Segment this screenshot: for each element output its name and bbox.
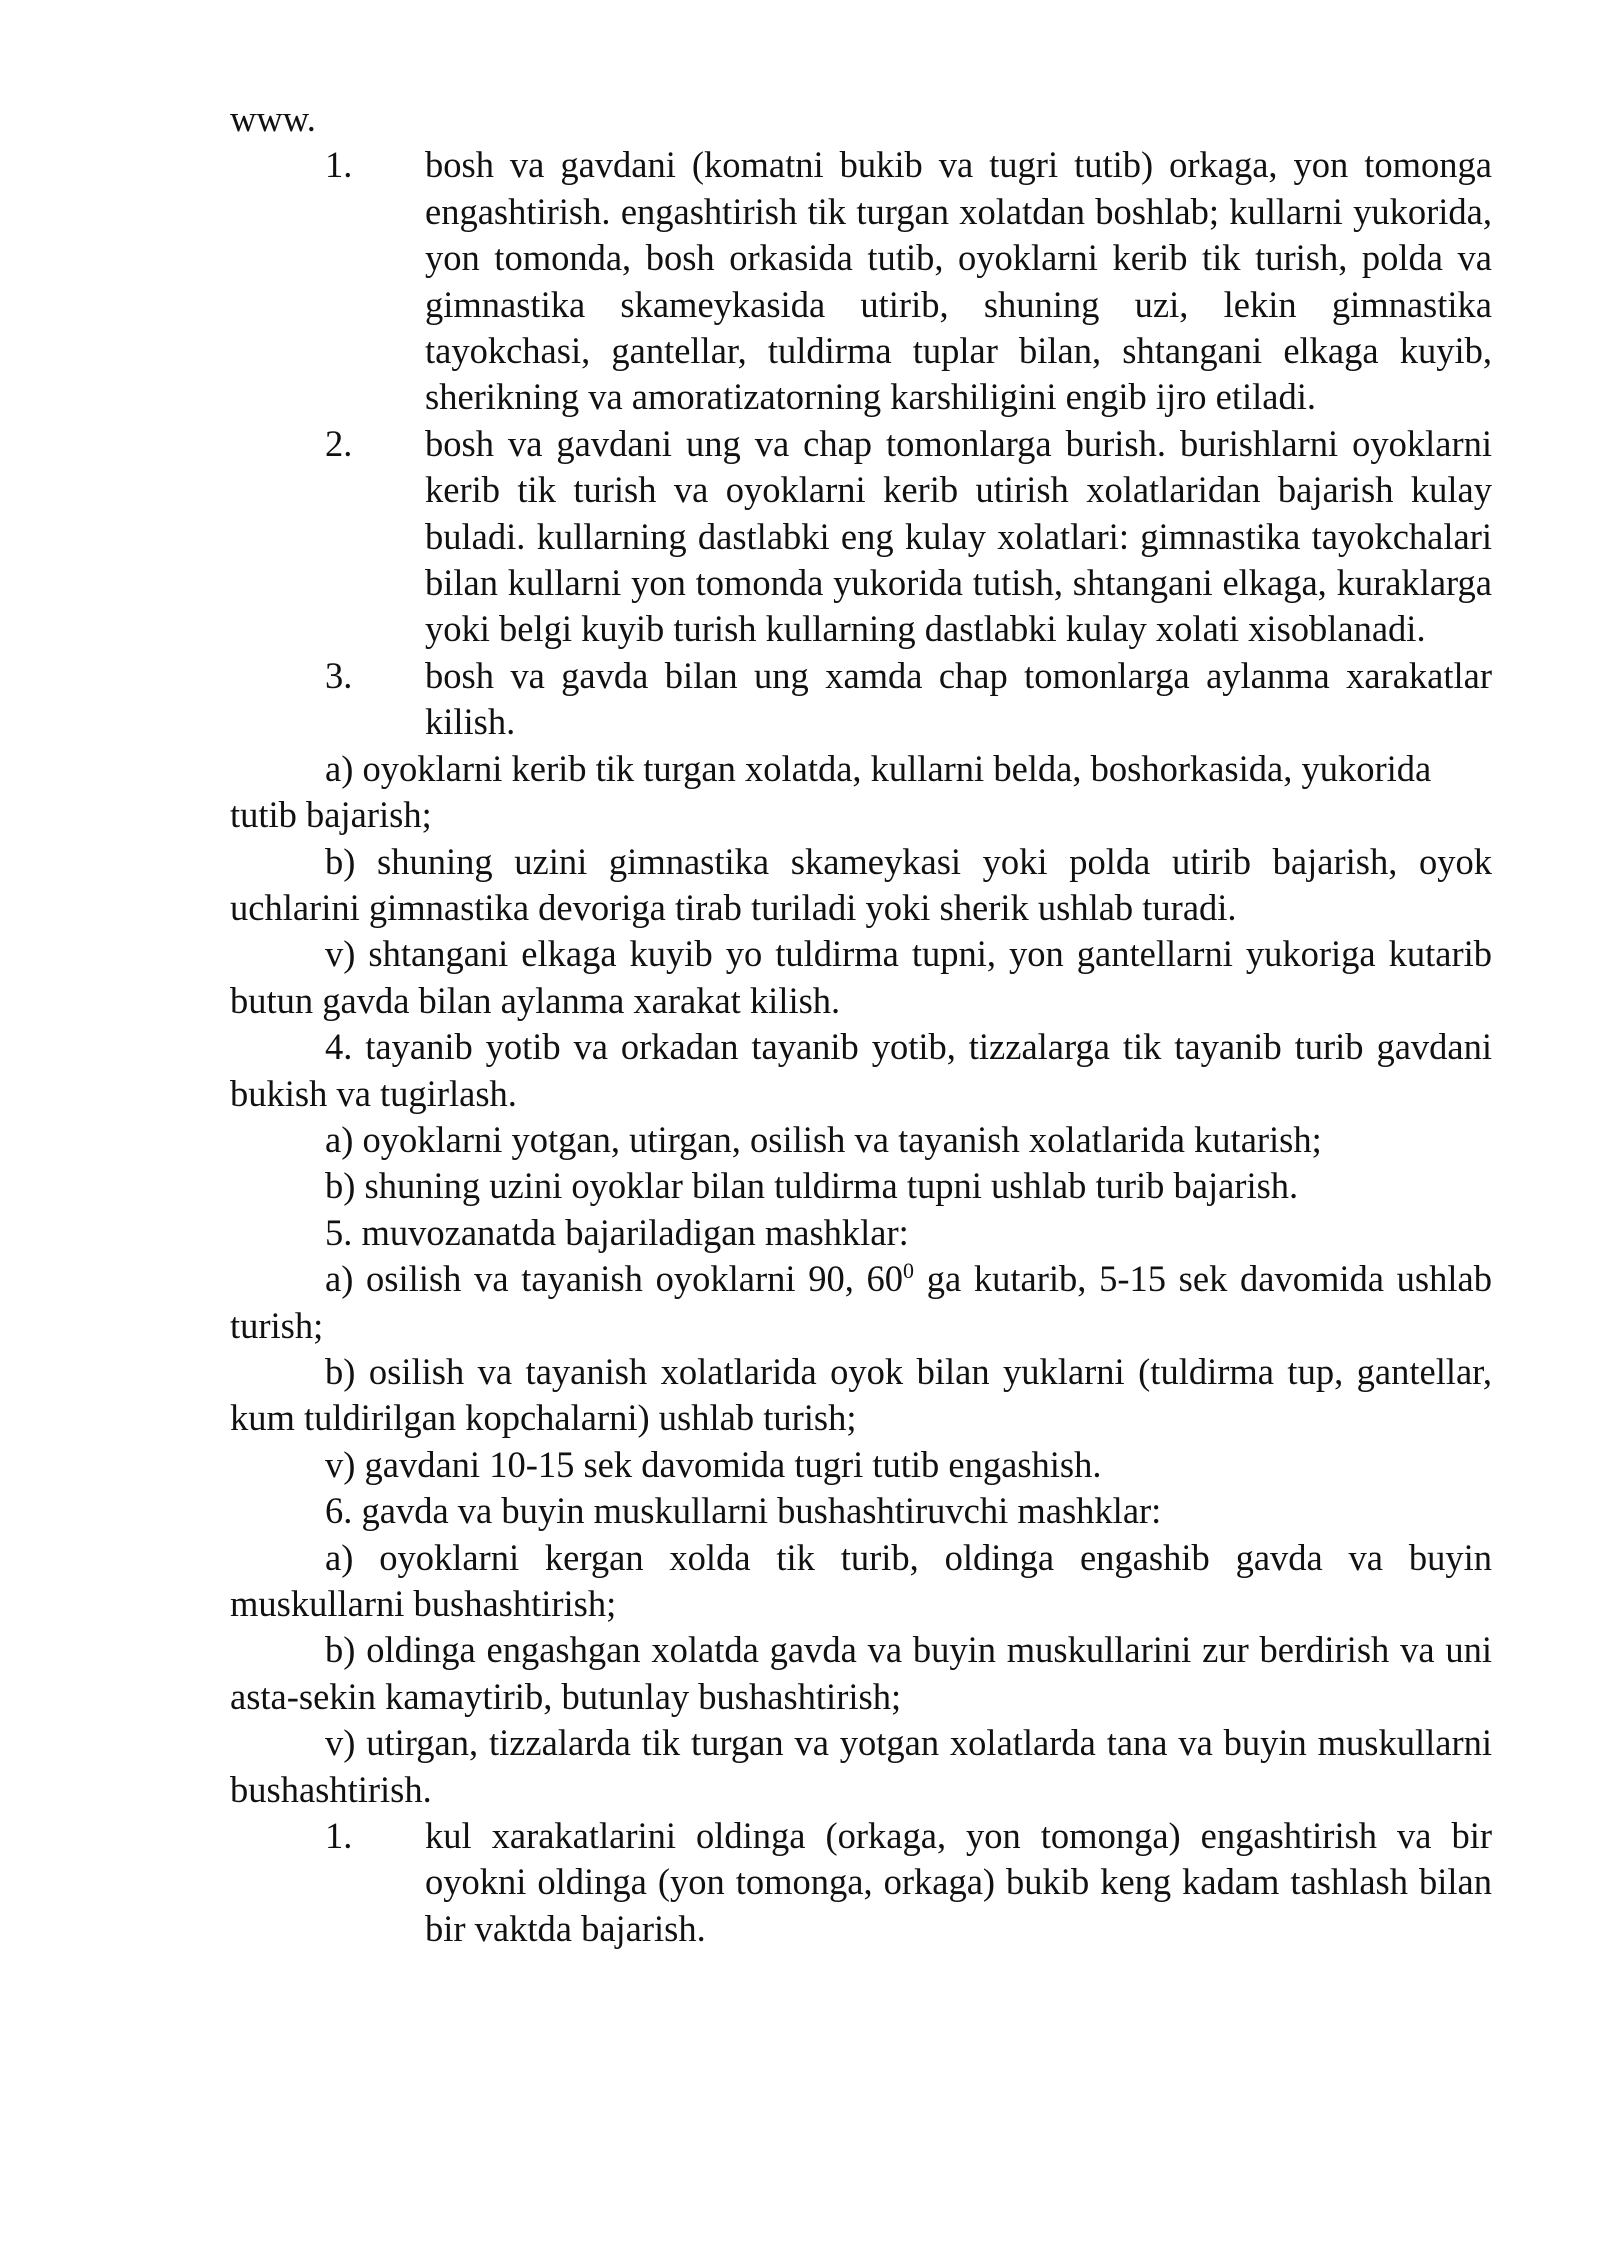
paragraph-b4: b) oldinga engashgan xolatda gavda va buyin muskullarini zur berdirish va uni asta-sekin kamaytirib, butunlay bushashtirish;	[230, 1629, 1492, 1717]
paragraph-v1: v) shtangani elkaga kuyib yo tuldirma tupni, yon gantellarni yukoriga kutarib butun gavda bilan aylanma xarakat kilish.	[230, 933, 1492, 1021]
list-item-2	[230, 421, 1492, 653]
paragraph-a3	[230, 1256, 1492, 1349]
list-item-number: 3.	[325, 654, 353, 696]
degree-superscript: 0	[903, 1258, 914, 1283]
paragraph-b2: b) shuning uzini oyoklar bilan tuldirma tupni ushlab turib bajarish.	[325, 1165, 1299, 1207]
paragraph-a3-start: a) osilish va tayanish oyoklarni 90, 60	[325, 1258, 904, 1300]
list2-item-1	[230, 1813, 1492, 1952]
paragraph-5: 5. muvozanatda bajariladigan mashklar:	[325, 1211, 909, 1253]
list-item-number: 1.	[325, 144, 353, 186]
list-item-text: bosh va gavdani ung va chap tomonlarga burish. burishlarni oyoklarni kerib tik turish va oyoklarni kerib utirish xolatlaridan bajarish kulay buladi. kullarning dastlabki eng kulay xolatlari: gimnastika tayokchalari bilan kullarni yon tomonda yukorida tutish, shtangani elkaga, kuraklarga yoki belgi kuyib turish kullarning dastlabki kulay xolati xisoblanadi.	[425, 422, 1492, 650]
header-text: www.	[230, 98, 316, 139]
paragraph-a4: a) oyoklarni kergan xolda tik turib, oldinga engashib gavda va buyin muskullarni bushashtirish;	[230, 1536, 1492, 1624]
list-item-number: 1.	[325, 1815, 353, 1857]
list-item-3	[230, 653, 1492, 746]
document-body	[230, 96, 1492, 1952]
paragraph-6: 6. gavda va buyin muskullarni bushashtiruvchi mashklar:	[325, 1490, 1162, 1532]
paragraph-b1: b) shuning uzini gimnastika skameykasi yoki polda utirib bajarish, oyok uchlarini gimnastika devoriga tirab turiladi yoki sherik ushlab turadi.	[230, 840, 1492, 928]
paragraph-v4: v) utirgan, tizzalarda tik turgan va yotgan xolatlarda tana va buyin muskullarni bushashtirish.	[230, 1722, 1492, 1810]
list-item-number: 2.	[325, 422, 353, 464]
paragraph-4: 4. tayanib yotib va orkadan tayanib yotib, tizzalarga tik tayanib turib gavdani bukish va tugirlash.	[230, 1026, 1492, 1114]
list-item-text: kul xarakatlarini oldinga (orkaga, yon tomonga) engashtirish va bir oyokni oldinga (yon tomonga, orkaga) bukib keng kadam tashlash bilan bir vaktda bajarish.	[425, 1815, 1492, 1949]
list-item-text: bosh va gavdani (komatni bukib va tugri tutib) orkaga, yon tomonga engashtirish. engashtirish tik turgan xolatdan boshlab; kullarni yukorida, yon tomonda, bosh orkasida tutib, oyoklarni kerib tik turish, polda va gimnastika skameykasida utirib, shuning uzi, lekin gimnastika tayokchasi, gantellar, tuldirma tuplar bilan, shtangani elkaga kuyib, sherikning va amoratizatorning karshiligini engib ijro etiladi.	[425, 144, 1492, 418]
paragraph-a1: a) oyoklarni kerib tik turgan xolatda, kullarni belda, boshorkasida, yukorida tutib bajarish;	[230, 747, 1432, 836]
paragraph-a3-end: ga kutarib, 5-15 sek davomida ushlab turish;	[230, 1258, 1492, 1346]
paragraph-b3: b) osilish va tayanish xolatlarida oyok bilan yuklarni (tuldirma tup, gantellar, kum tuldirilgan kopchalarni) ushlab turish;	[230, 1350, 1492, 1439]
paragraph-v3: v) gavdani 10-15 sek davomida tugri tutib engashish.	[325, 1443, 1102, 1485]
list-item-text: bosh va gavda bilan ung xamda chap tomonlarga aylanma xarakatlar kilish.	[425, 654, 1492, 743]
paragraph-a2: a) oyoklarni yotgan, utirgan, osilish va tayanish xolatlarida kutarish;	[325, 1118, 1322, 1160]
list-item-1	[230, 142, 1492, 420]
